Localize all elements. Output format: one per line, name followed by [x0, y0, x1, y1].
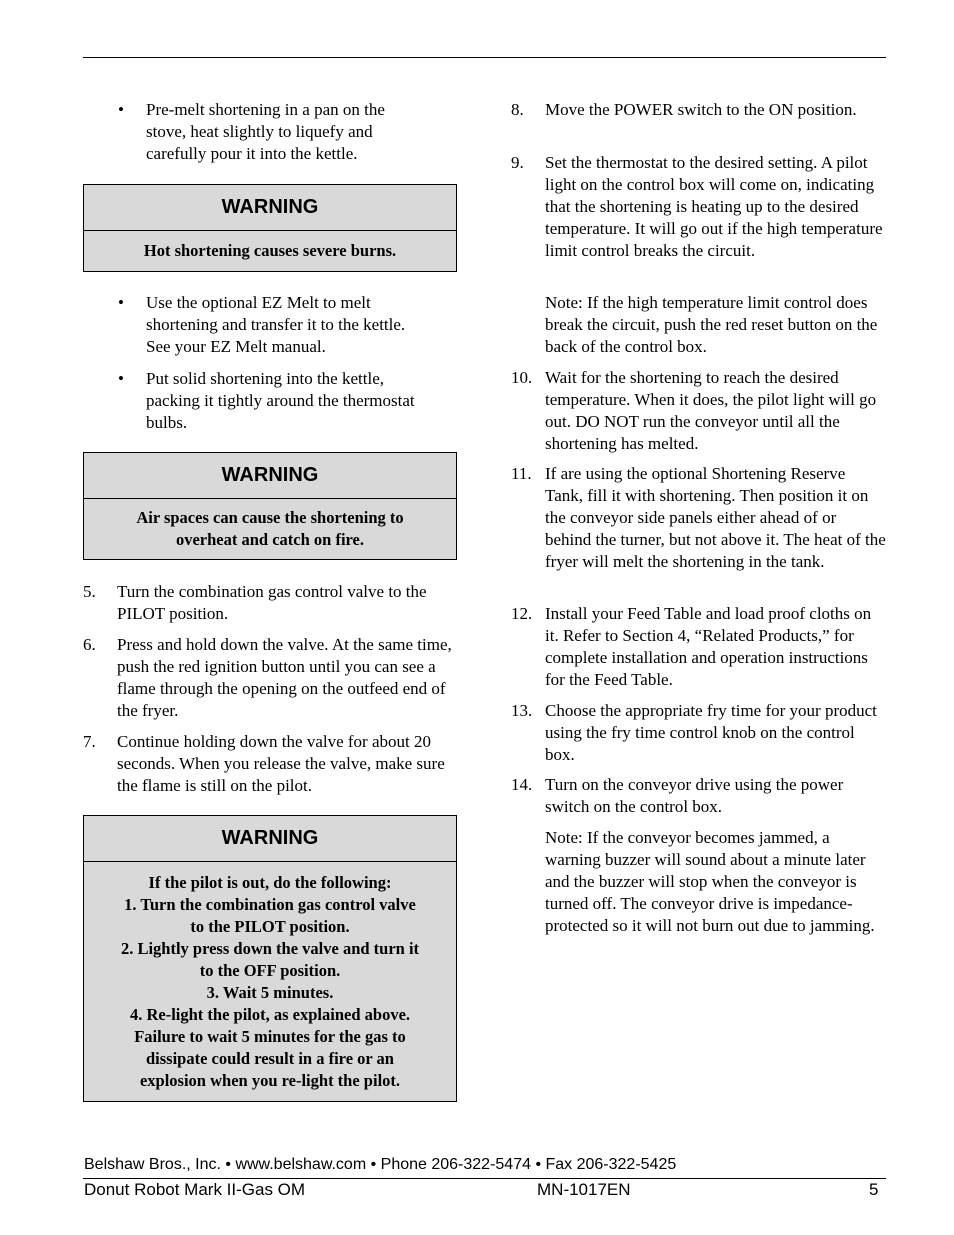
warning-box [83, 815, 457, 1102]
warning-line: Failure to wait 5 minutes for the gas to [134, 1027, 406, 1046]
warning-title: WARNING [84, 185, 456, 231]
step-number: 10. [511, 368, 533, 387]
step-number: 5. [83, 582, 96, 601]
step-text: Set the thermostat to the desired setting. A pilot light on the control box will come on, indicating that the shortening is heating up to the desired temperature. It will go out if the high temperature limit control breaks the circuit. [545, 153, 883, 260]
step-text: Turn on the conveyor drive using the power switch on the control box. [545, 775, 844, 816]
step-text: If are using the optional Shortening Reserve Tank, fill it with shortening. Then position it on the conveyor side panels either ahead of or behind the turner, but not above it. The heat of the fryer will melt the shortening in the tank. [545, 464, 886, 571]
bullet-text: Use the optional EZ Melt to melt shortening and transfer it to the kettle. See your EZ Melt manual. [146, 293, 406, 356]
step-number: 8. [511, 100, 524, 119]
warning-box [83, 184, 457, 272]
step-number: 14. [511, 775, 533, 794]
footer-doc-title: Donut Robot Mark II-Gas OM [84, 1180, 306, 1199]
warning-line: to the OFF position. [199, 961, 341, 980]
step-note: Note: If the high temperature limit control does break the circuit, push the red reset button on the back of the control box. [545, 293, 878, 356]
step-number: 11. [511, 464, 532, 483]
step-number: 12. [511, 604, 533, 623]
step-item [83, 634, 457, 722]
step-item [511, 774, 886, 818]
warning-line: to the PILOT position. [190, 917, 350, 936]
bullet-item [118, 292, 428, 358]
step-item [83, 731, 457, 797]
header-rule [83, 57, 886, 58]
page-number: 5 [869, 1180, 879, 1199]
bullet-item [118, 368, 428, 434]
step-item [511, 152, 886, 262]
warning-line: 4. Re-light the pilot, as explained above. [129, 1005, 411, 1024]
footer-doc-number: MN-1017EN [537, 1180, 631, 1199]
step-item [511, 603, 886, 691]
bullet-dot: • [118, 369, 124, 388]
step-text: Install your Feed Table and load proof cloths on it. Refer to Section 4, “Related Products,” for complete installation and operation instructions for the Feed Table. [545, 604, 872, 689]
step-text: Move the POWER switch to the ON position. [545, 100, 857, 119]
step-item [511, 99, 886, 121]
step-text: Choose the appropriate fry time for your product using the fry time control knob on the control box. [545, 701, 877, 764]
step-item [511, 367, 886, 455]
warning-box [83, 452, 457, 560]
warning-title: WARNING [84, 453, 456, 499]
step-number: 13. [511, 701, 533, 720]
warning-line: Air spaces can cause the shortening to [136, 508, 404, 527]
warning-body [84, 862, 456, 1101]
bullet-dot: • [118, 293, 124, 312]
step-number: 6. [83, 635, 96, 654]
footer-contact: Belshaw Bros., Inc. • www.belshaw.com • Phone 206-322-5474 • Fax 206-322-5425 [84, 1156, 677, 1173]
footer-rule [83, 1178, 886, 1179]
step-item [83, 581, 457, 625]
warning-body [84, 499, 456, 559]
step-item [511, 700, 886, 766]
warning-title: WARNING [84, 816, 456, 862]
step-text: Continue holding down the valve for about 20 seconds. When you release the valve, make sure the flame is still on the pilot. [117, 732, 445, 795]
warning-line: overheat and catch on fire. [175, 530, 365, 549]
step-note: Note: If the conveyor becomes jammed, a warning buzzer will sound about a minute later and the buzzer will stop when the conveyor is turned off. The conveyor drive is impedance-protected so it will not burn out due to jamming. [545, 828, 875, 935]
step-number: 9. [511, 153, 524, 172]
warning-line: Hot shortening causes severe burns. [143, 241, 397, 260]
step-text: Press and hold down the valve. At the same time, push the red ignition button until you can see a flame through the opening on the outfeed end of the fryer. [117, 635, 452, 720]
step-text: Wait for the shortening to reach the desired temperature. When it does, the pilot light will go out. DO NOT run the conveyor until all the shortening has melted. [545, 368, 877, 453]
warning-body [84, 231, 456, 271]
bullet-text: Put solid shortening into the kettle, packing it tightly around the thermostat bulbs. [146, 369, 415, 432]
step-number: 7. [83, 732, 96, 751]
warning-line: 1. Turn the combination gas control valve [124, 895, 416, 914]
warning-line: 3. Wait 5 minutes. [206, 983, 334, 1002]
warning-line: 2. Lightly press down the valve and turn it [120, 939, 420, 958]
warning-line: explosion when you re-light the pilot. [139, 1071, 401, 1090]
warning-line: If the pilot is out, do the following: [148, 873, 392, 892]
bullet-text: Pre-melt shortening in a pan on the stove, heat slightly to liquefy and carefully pour it into the kettle. [146, 100, 385, 163]
bullet-dot: • [118, 100, 124, 119]
bullet-item [118, 99, 428, 165]
step-item [511, 463, 886, 573]
step-text: Turn the combination gas control valve to the PILOT position. [117, 582, 427, 623]
warning-line: dissipate could result in a fire or an [146, 1049, 394, 1068]
